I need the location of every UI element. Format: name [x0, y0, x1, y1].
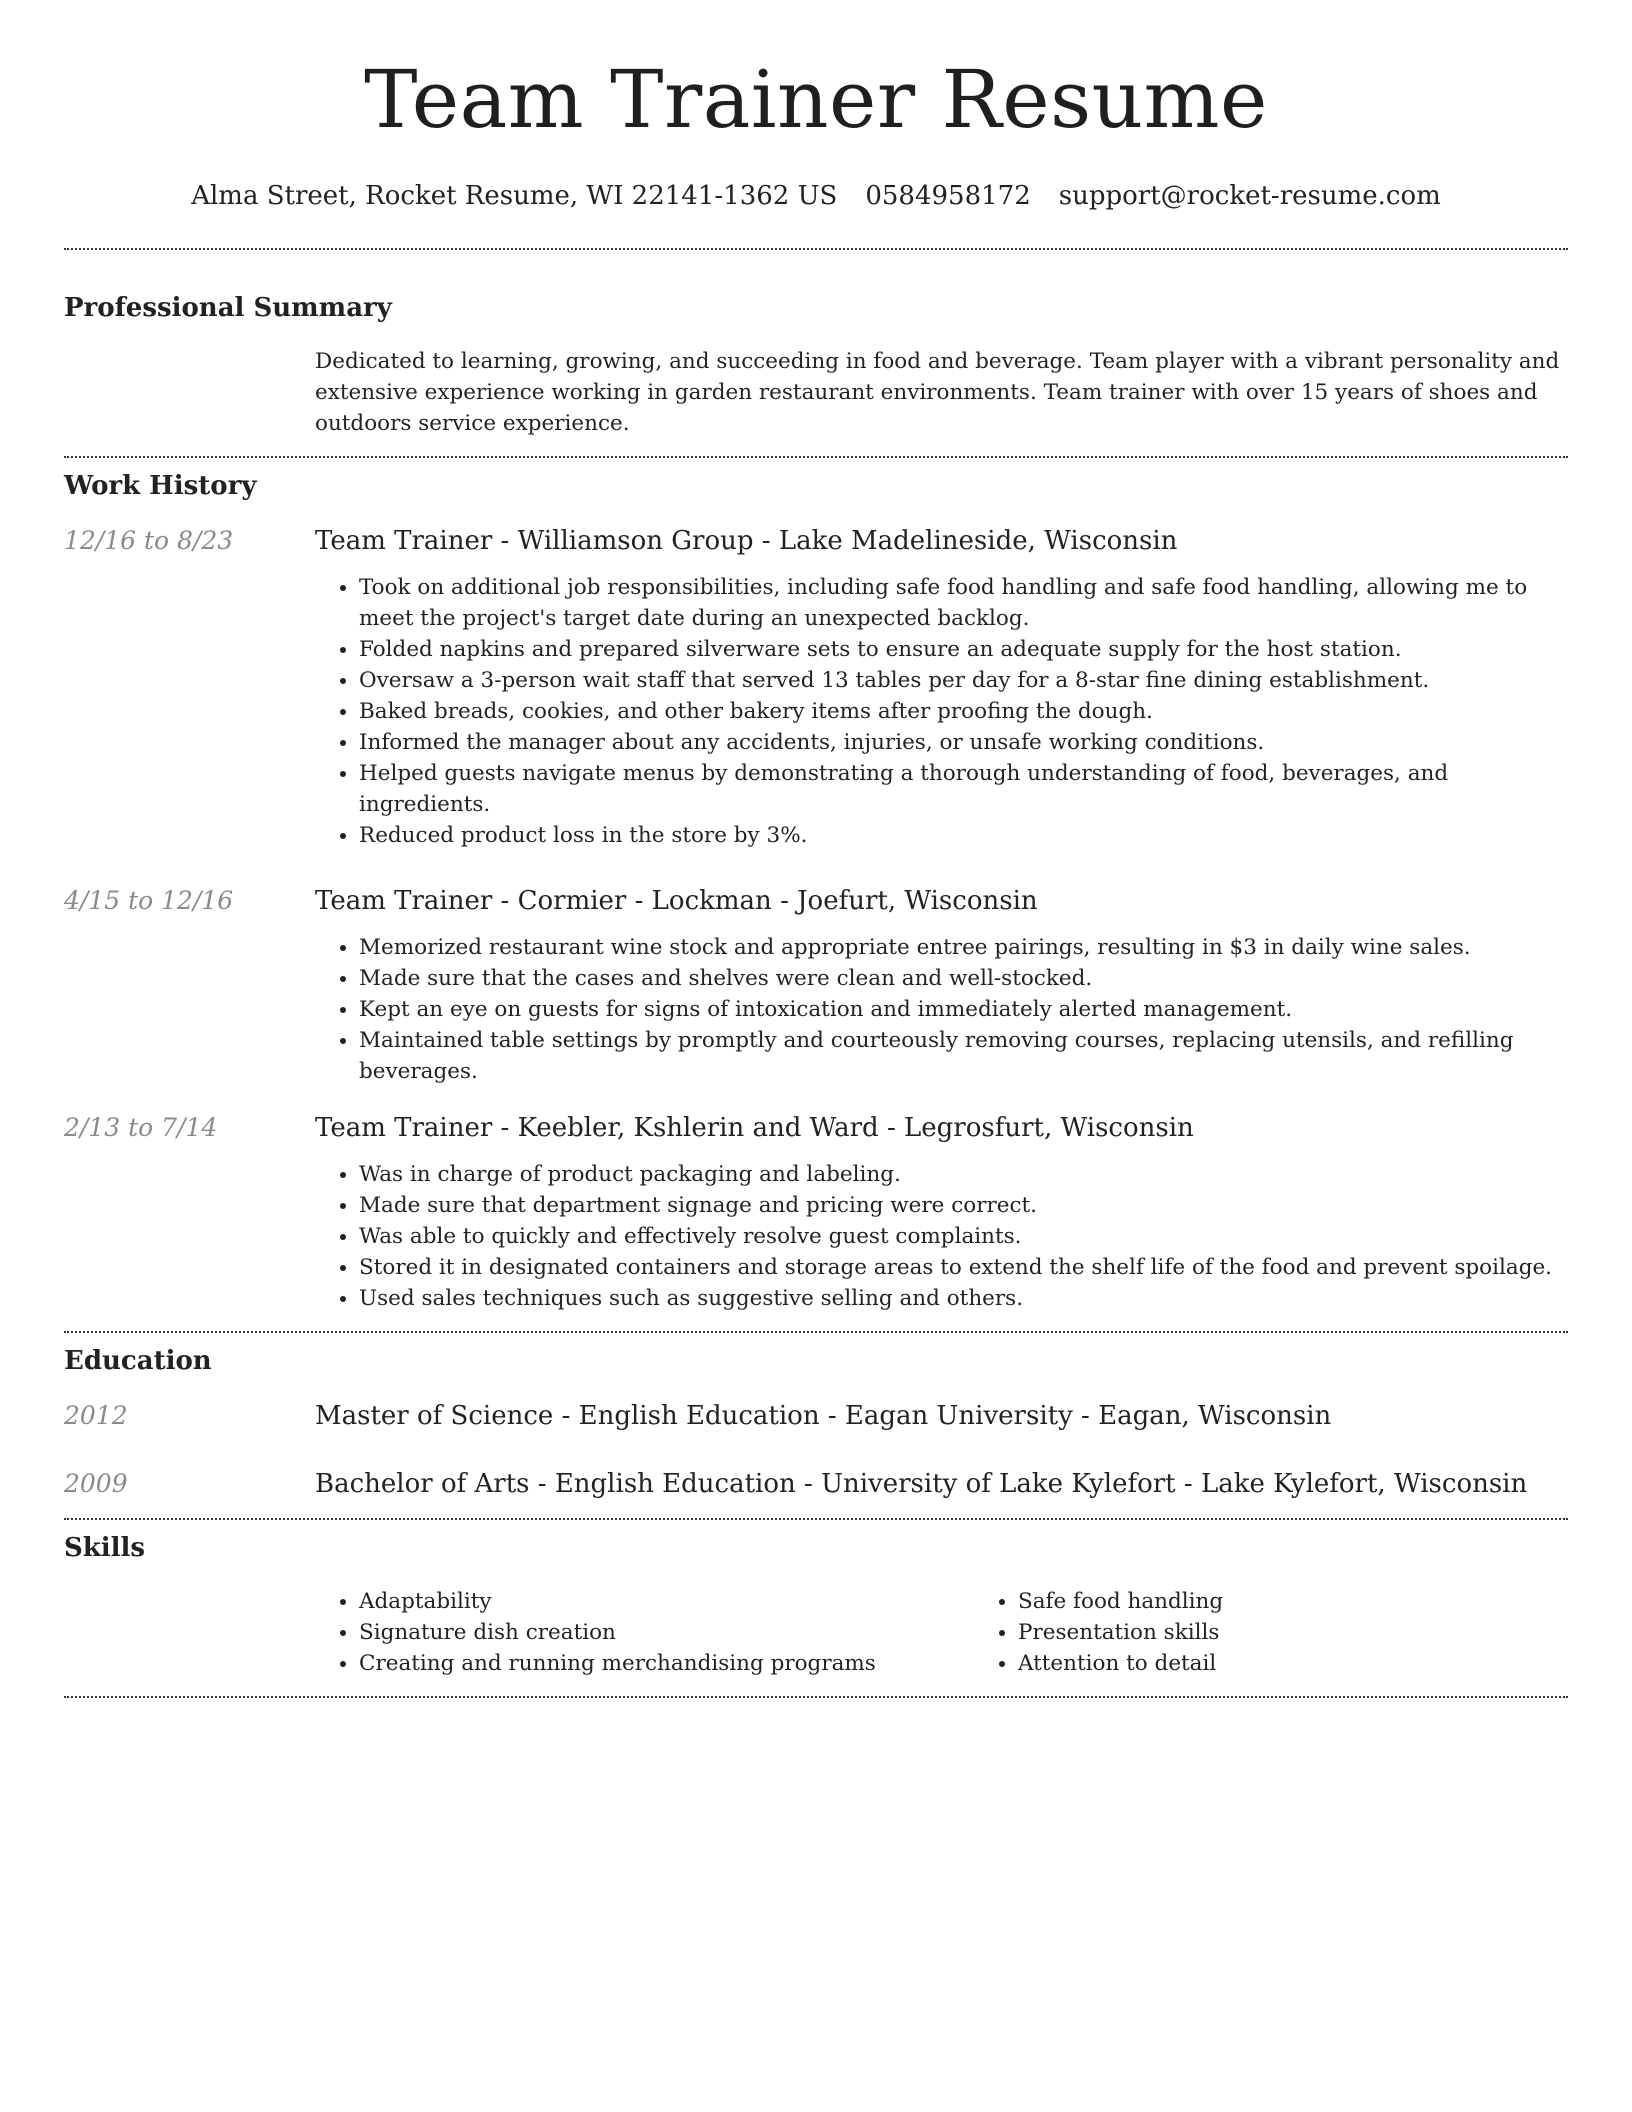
skills-columns [315, 1586, 1632, 1679]
job-bullets [315, 1159, 1568, 1314]
contact-phone: 0584958172 [865, 181, 1031, 211]
job-entry [64, 524, 1568, 851]
list-item: • Took on additional job responsibilities, including safe food handling and safe food handling, allowing me to meet the project's target date during an unexpected backlog. [359, 572, 1568, 634]
resume-title: Team Trainer Resume [364, 53, 1268, 146]
skills-list-left [315, 1586, 974, 1679]
summary-section [64, 290, 1568, 439]
education-year: 2009 [64, 1469, 128, 1498]
skills-list-right [974, 1586, 1632, 1679]
job-title: Team Trainer - Keebler, Kshlerin and Ward - Legrosfurt, Wisconsin [315, 1113, 1194, 1143]
work-divider [64, 1331, 1568, 1333]
list-item: • Safe food handling [1018, 1586, 1632, 1617]
education-school: - University of Lake Kylefort - Lake Kylefort, Wisconsin [795, 1469, 1528, 1499]
job-title: Team Trainer - Williamson Group - Lake Madelineside, Wisconsin [315, 526, 1178, 556]
list-item: • Informed the manager about any accidents, injuries, or unsafe working conditions. [359, 727, 1568, 758]
education-section [64, 1343, 1568, 1501]
job-dates: 2/13 to 7/14 [64, 1113, 218, 1142]
list-item: • Adaptability [359, 1586, 974, 1617]
job-bullets [315, 572, 1568, 851]
job-dates: 4/15 to 12/16 [64, 886, 234, 915]
education-entry [64, 1399, 1568, 1433]
education-degree: Bachelor of Arts - English Education [315, 1469, 796, 1499]
list-item: • Attention to detail [1018, 1648, 1632, 1679]
education-heading: Education [64, 1346, 212, 1376]
summary-heading: Professional Summary [64, 293, 392, 323]
list-item: • Signature dish creation [359, 1617, 974, 1648]
list-item: • Used sales techniques such as suggestive selling and others. [359, 1283, 1568, 1314]
list-item: • Made sure that the cases and shelves were clean and well-stocked. [359, 963, 1568, 994]
list-item: • Folded napkins and prepared silverware sets to ensure an adequate supply for the host station. [359, 634, 1568, 665]
job-dates: 12/16 to 8/23 [64, 526, 234, 555]
education-year: 2012 [64, 1401, 128, 1430]
education-school: - Eagan University - Eagan, Wisconsin [819, 1401, 1332, 1431]
contact-address: Alma Street, Rocket Resume, WI 22141-1362 US [191, 181, 838, 211]
summary-divider [64, 456, 1568, 458]
education-degree: Master of Science - English Education [315, 1401, 820, 1431]
job-entry [64, 884, 1568, 1087]
work-history-heading: Work History [64, 471, 257, 501]
list-item: • Memorized restaurant wine stock and appropriate entree pairings, resulting in $3 in daily wine sales. [359, 932, 1568, 963]
list-item: • Oversaw a 3-person wait staff that served 13 tables per day for a 8-star fine dining establishment. [359, 665, 1568, 696]
list-item: • Baked breads, cookies, and other bakery items after proofing the dough. [359, 696, 1568, 727]
contact-line [64, 178, 1568, 214]
list-item: • Was able to quickly and effectively resolve guest complaints. [359, 1221, 1568, 1252]
education-entry [64, 1467, 1568, 1501]
skills-heading: Skills [64, 1533, 146, 1563]
list-item: • Was in charge of product packaging and labeling. [359, 1159, 1568, 1190]
skills-divider [64, 1696, 1568, 1698]
resume-page [64, 0, 1568, 1698]
contact-email[interactable]: support@rocket-resume.com [1058, 181, 1441, 211]
job-entry [64, 1111, 1568, 1314]
list-item: • Reduced product loss in the store by 3%. [359, 820, 1568, 851]
skills-section [64, 1530, 1568, 1679]
list-item: • Presentation skills [1018, 1617, 1632, 1648]
job-bullets [315, 932, 1568, 1087]
education-divider [64, 1518, 1568, 1520]
list-item: • Stored it in designated containers and storage areas to extend the shelf life of the food and prevent spoilage. [359, 1252, 1568, 1283]
list-item: • Creating and running merchandising programs [359, 1648, 974, 1679]
work-history-section [64, 468, 1568, 1314]
list-item: • Made sure that department signage and pricing were correct. [359, 1190, 1568, 1221]
list-item: • Maintained table settings by promptly and courteously removing courses, replacing utensils, and refilling beverages. [359, 1025, 1568, 1087]
job-title: Team Trainer - Cormier - Lockman - Joefurt, Wisconsin [315, 886, 1038, 916]
list-item: • Kept an eye on guests for signs of intoxication and immediately alerted management. [359, 994, 1568, 1025]
header-divider [64, 248, 1568, 250]
summary-text: Dedicated to learning, growing, and succeeding in food and beverage. Team player with a vibrant personality and extensive experience working in garden restaurant environments. Team trainer with over 15 years of shoes and outdoors service experience. [315, 349, 1560, 436]
list-item: • Helped guests navigate menus by demonstrating a thorough understanding of food, beverages, and ingredients. [359, 758, 1568, 820]
